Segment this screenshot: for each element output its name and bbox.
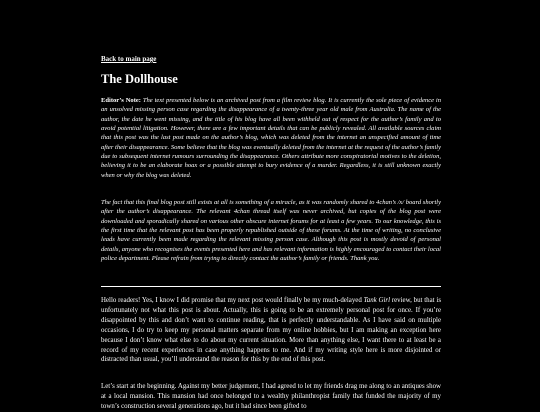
back-to-main-link[interactable]: Back to main page bbox=[101, 55, 157, 63]
editor-note-paragraph-2 bbox=[101, 198, 441, 263]
post-body-paragraph-1 bbox=[101, 296, 441, 365]
section-divider bbox=[101, 286, 441, 287]
editor-note-text-2: The fact that this final blog post still exists at all is something of a miracle, as it was randomly shared to 4chan’s /x/ board shortly after the author’s disappearance. The relevant 4chan thread itself was never archived, but copies of the blog post were downloaded and sporadically shared on various other obscure internet forums for at least a few years. To our knowledge, this is the first time that the relevant post has been properly republished outside of these forums. At the time of writing, no conclusive leads have currently been made regarding the relevant missing person case. Although this post is mostly devoid of personal details, anyone who recognises the events presented here and has relevant information is highly encouraged to contact their local police department. Please refrain from trying to directly contact the author’s family or friends. Thank you. bbox=[101, 199, 441, 263]
film-title: Tank Girl bbox=[363, 297, 391, 304]
body-text-2: Let’s start at the beginning. Against my better judgement, I had agreed to let my friends drag me along to an antiques show at a local mansion. This mansion had once belonged to a wealthy philanthropist family that funded the majority of my town’s construction several generations ago, but it had since been gifted to bbox=[101, 383, 441, 410]
post-body-paragraph-2 bbox=[101, 382, 441, 412]
editor-note-label: Editor’s Note: bbox=[101, 97, 141, 104]
body-text-1b: review, but that is unfortunately not what this post is about. Actually, this is going to be an extremely personal post for once. If you’re disappointed by this and don’t want to continue reading, that is perfectly understandable. As I have said on multiple occasions, I do try to keep my personal matters separate from my online hobbies, but I am making an exception here because I don’t know what else to do about my current situation. More than anything else, I want there to at least be a record of my recent experiences in case anything happens to me. And if my writing style here is more disjointed or distracted than usual, you’ll understand the reason for this by the end of this post. bbox=[101, 297, 441, 364]
post-title: The Dollhouse bbox=[101, 72, 178, 86]
body-text-1a: Hello readers! Yes, I know I did promise that my next post would finally be my much-delayed bbox=[101, 297, 364, 304]
editor-note-paragraph-1 bbox=[101, 96, 441, 180]
editor-note-text-1: The text presented below is an archived post from a film review blog. It is currently the sole piece of evidence in an unsolved missing person case regarding the disappearance of a twenty-three year old male from Australia. The name of the author, the date he went missing, and the title of his blog have all been withheld out of respect for the author’s family and to avoid potential litigation. However, there are a few important details that can be publicly revealed. All available sources claim that this post was the last post made on the author’s blog, which was deleted from the internet an unspecified amount of time after their disappearance. Some believe that the blog was eventually deleted from the internet at the request of the author’s family due to subsequent internet rumours surrounding the disappearance. Others attribute more conspiratorial motives to the deletion, believing it to be an elaborate hoax or a possible attempt to bury evidence of a murder. Regardless, it is still unknown exactly when or why the blog was deleted. bbox=[101, 97, 441, 179]
